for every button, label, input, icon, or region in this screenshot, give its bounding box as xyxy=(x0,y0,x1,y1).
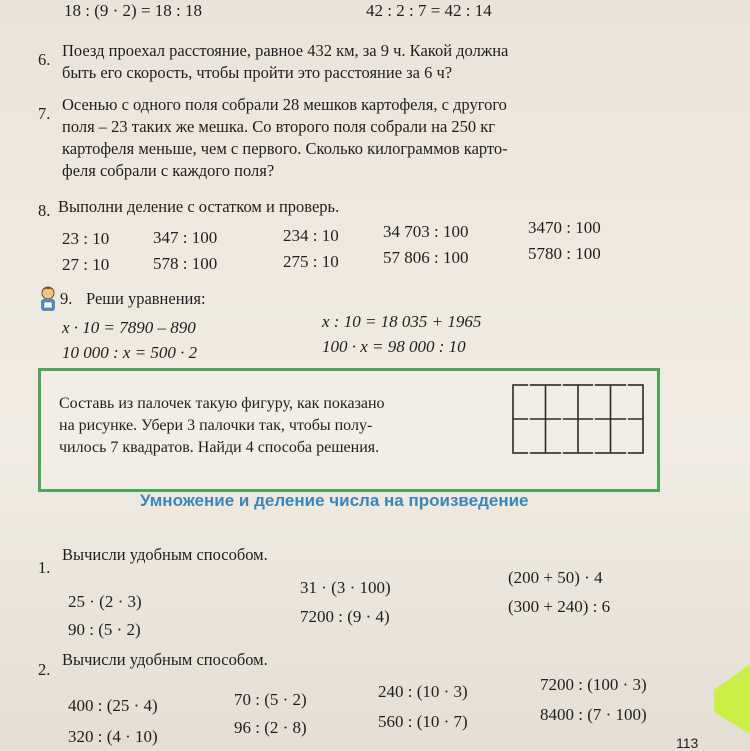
task7-line: картофеля меньше, чем с первого. Сколько килограммов карто- xyxy=(62,139,508,158)
ex2-number: 2. xyxy=(38,660,51,679)
ex1-expr: 31 · (3 · 100) xyxy=(300,578,391,597)
puzzle-line: чилось 7 квадратов. Найди 4 способа решения. xyxy=(59,439,380,456)
ex2-expr: 70 : (5 · 2) xyxy=(234,690,307,709)
task9-equation: 100 · x = 98 000 : 10 xyxy=(322,337,466,356)
task8-expr: 347 : 100 xyxy=(153,228,218,247)
ex2-expr: 240 : (10 · 3) xyxy=(378,682,468,701)
task8-expr: 275 : 10 xyxy=(283,252,339,271)
task9-equation: x · 10 = 7890 – 890 xyxy=(62,318,196,337)
student-icon xyxy=(36,285,60,313)
ex1-expr: 25 · (2 · 3) xyxy=(68,592,142,611)
task8-number: 8. xyxy=(38,201,51,220)
task7-number: 7. xyxy=(38,104,51,123)
task7-line: феля собрали с каждого поля? xyxy=(62,161,275,180)
task7-text xyxy=(62,94,508,182)
task8-expr: 234 : 10 xyxy=(283,226,339,245)
puzzle-line: Составь из палочек такую фигуру, как показано xyxy=(59,395,385,412)
task7-line: поля – 23 таких же мешка. Со второго поля собрали на 250 кг xyxy=(62,117,496,136)
ex2-expr: 320 : (4 · 10) xyxy=(68,727,158,746)
task8-expr: 5780 : 100 xyxy=(528,244,601,263)
ex2-expr: 400 : (25 · 4) xyxy=(68,696,158,715)
ex2-expr: 8400 : (7 · 100) xyxy=(540,705,647,724)
puzzle-frame xyxy=(38,368,660,492)
top-expression-left: 18 : (9 · 2) = 18 : 18 xyxy=(64,1,203,20)
task6-number: 6. xyxy=(38,50,51,69)
task8-expr: 3470 : 100 xyxy=(528,218,601,237)
puzzle-line: на рисунке. Убери 3 палочки так, чтобы полу- xyxy=(59,417,373,434)
task6-line: быть его скорость, чтобы пройти это расстояние за 6 ч? xyxy=(62,63,453,82)
task8-expr: 27 : 10 xyxy=(62,255,110,274)
task9-equation: 10 000 : x = 500 · 2 xyxy=(62,343,198,362)
ex2-expr: 7200 : (100 · 3) xyxy=(540,675,647,694)
ex1-title: Вычисли удобным способом. xyxy=(62,545,268,564)
ex1-expr: (300 + 240) : 6 xyxy=(508,597,611,616)
ex1-expr: 90 : (5 · 2) xyxy=(68,620,141,639)
task8-expr: 34 703 : 100 xyxy=(383,222,469,241)
task9-title: Реши уравнения: xyxy=(86,289,206,308)
task8-expr: 578 : 100 xyxy=(153,254,218,273)
ex2-expr: 96 : (2 · 8) xyxy=(234,718,307,737)
task6-text xyxy=(62,40,508,84)
page-number: 113 xyxy=(676,735,699,751)
task8-title: Выполни деление с остатком и проверь. xyxy=(58,197,340,216)
sticky-note-tab xyxy=(700,660,750,740)
ex2-expr: 560 : (10 · 7) xyxy=(378,712,468,731)
task7-line: Осенью с одного поля собрали 28 мешков картофеля, с другого xyxy=(62,95,507,114)
task9-equation: x : 10 = 18 035 + 1965 xyxy=(322,312,482,331)
task8-expr: 23 : 10 xyxy=(62,229,110,248)
ex1-expr: (200 + 50) · 4 xyxy=(508,568,603,587)
task6-line: Поезд проехал расстояние, равное 432 км, за 9 ч. Какой должна xyxy=(62,41,509,60)
task9-number: 9. xyxy=(60,289,73,308)
ex1-expr: 7200 : (9 · 4) xyxy=(300,607,390,626)
top-expression-right: 42 : 2 : 7 = 42 : 14 xyxy=(366,1,492,20)
task8-expr: 57 806 : 100 xyxy=(383,248,469,267)
ex2-title: Вычисли удобным способом. xyxy=(62,650,268,669)
ex1-number: 1. xyxy=(38,558,51,577)
matchstick-grid-figure xyxy=(511,383,645,455)
section-title: Умножение и деление числа на произведение xyxy=(140,491,529,510)
puzzle-text xyxy=(59,393,385,459)
